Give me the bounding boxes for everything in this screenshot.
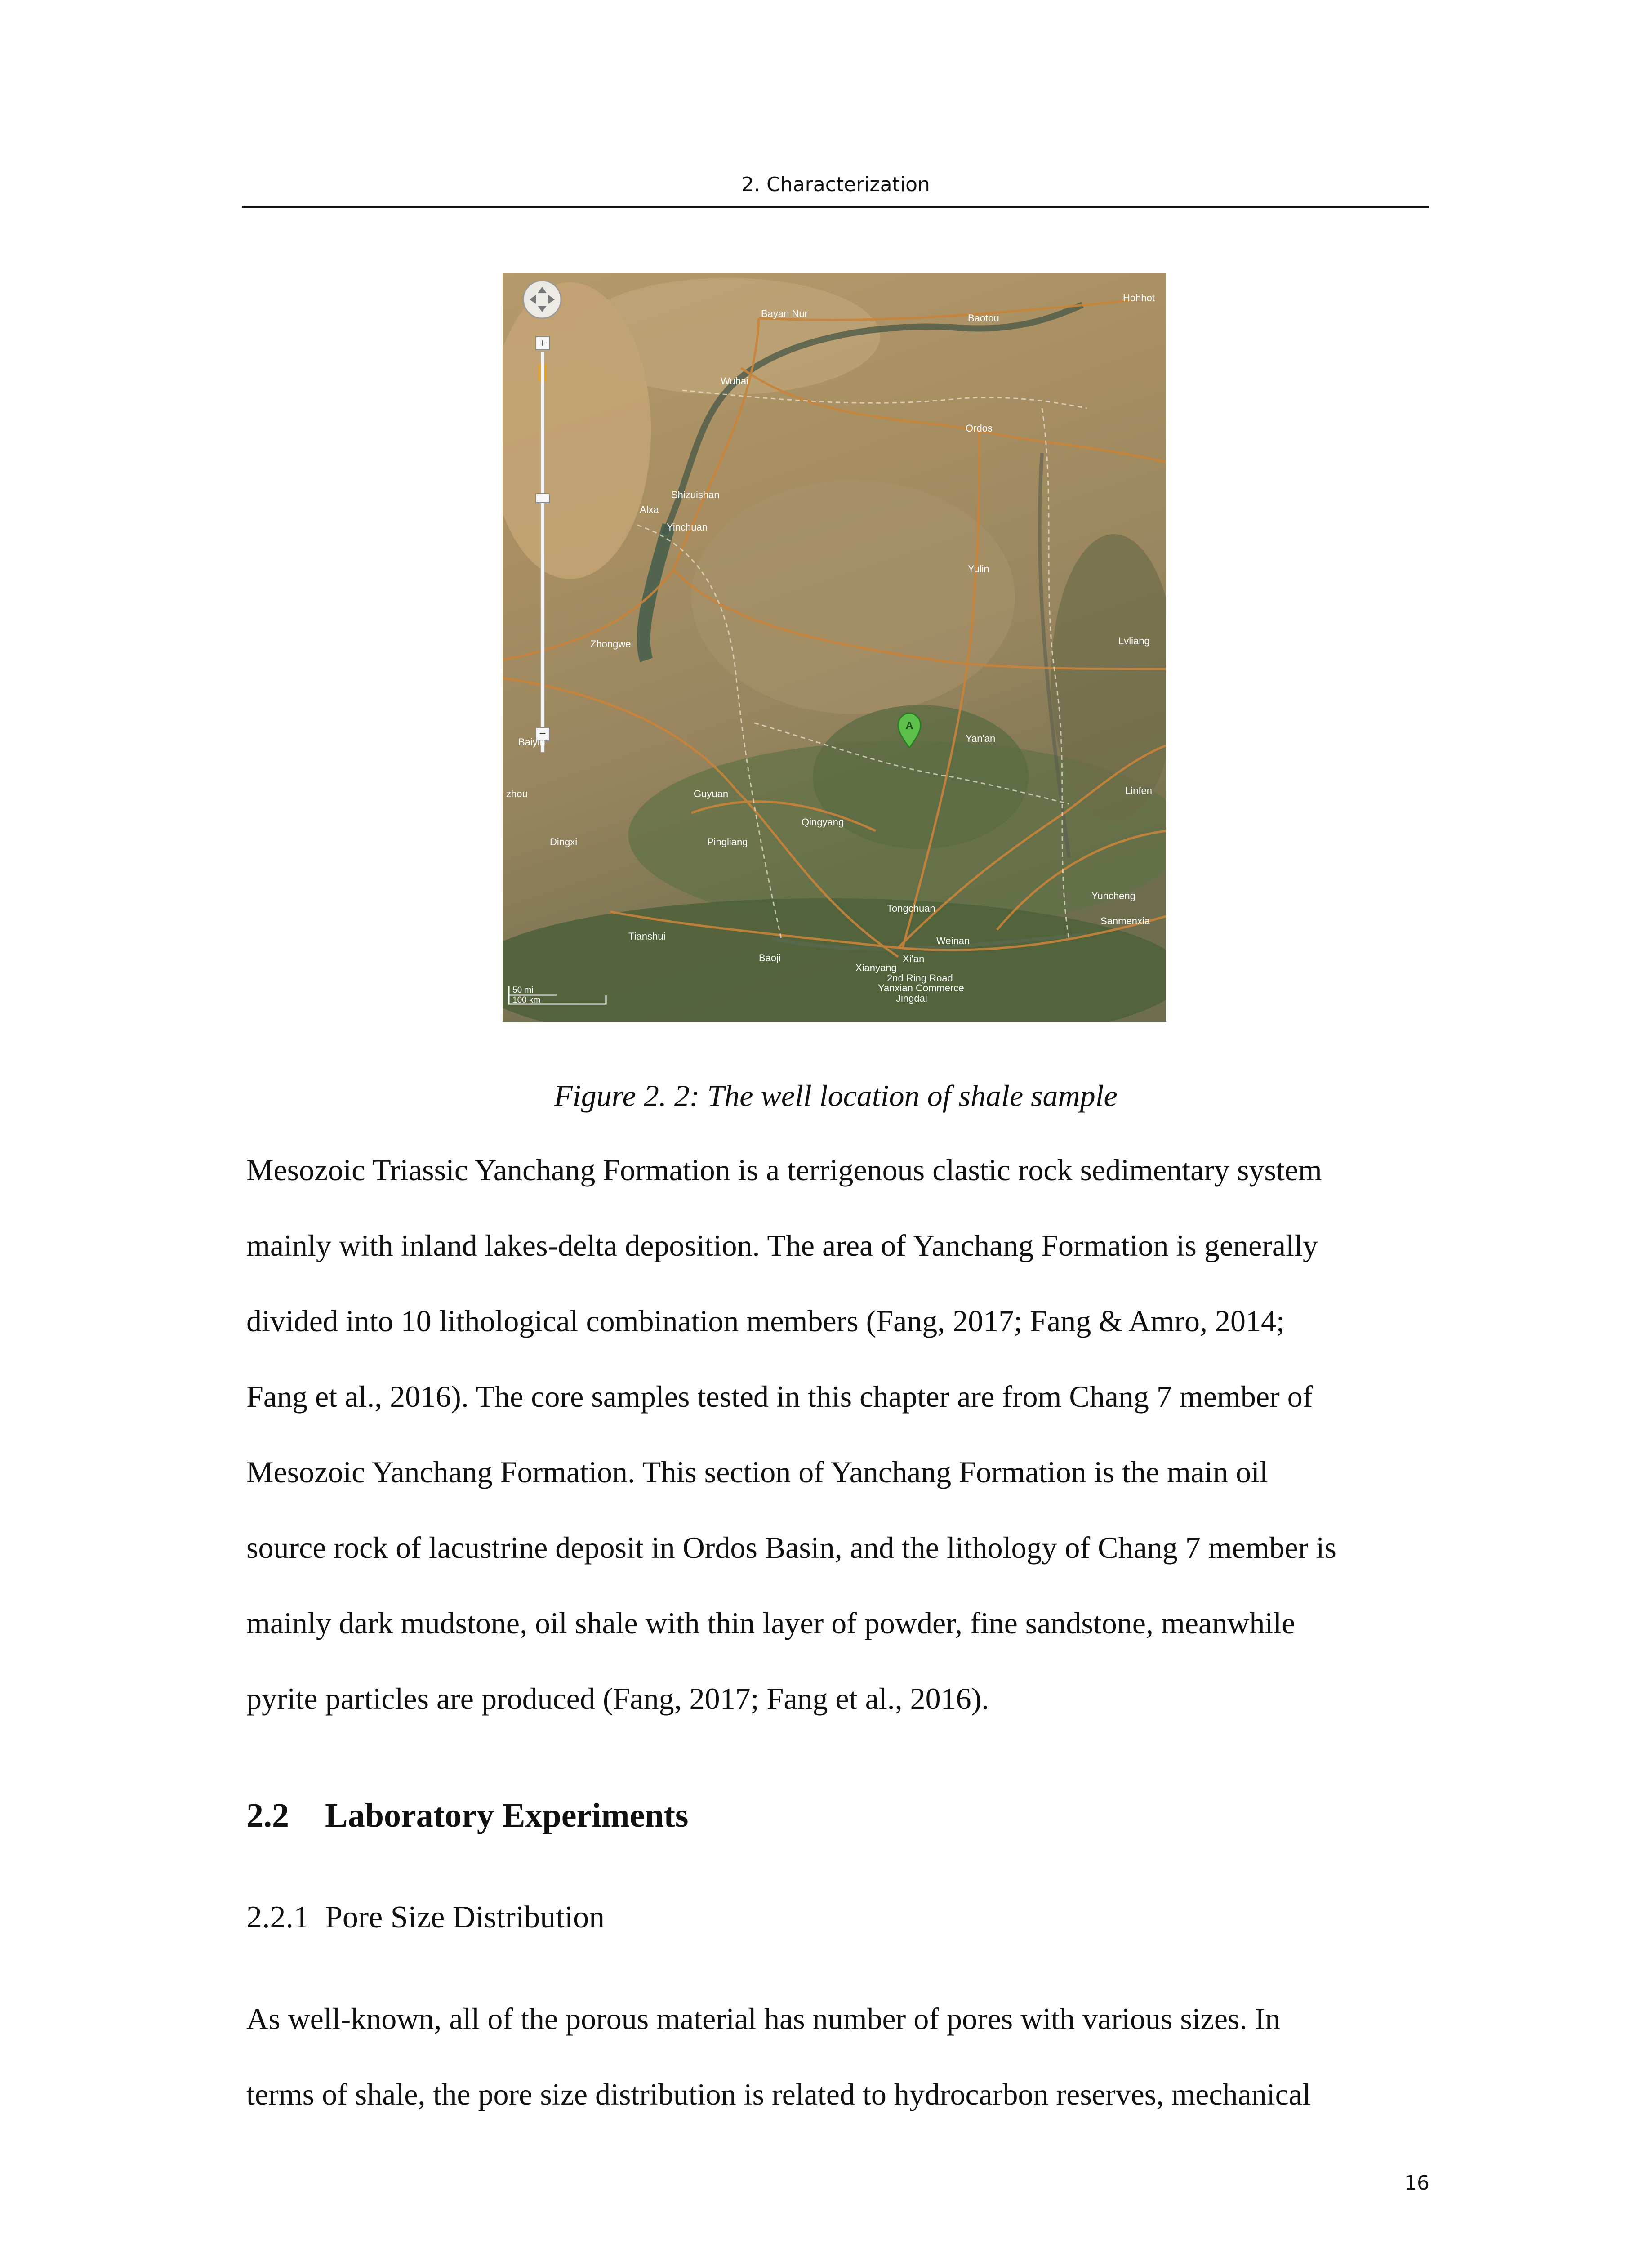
scale-miles: 50 mi	[512, 986, 534, 995]
place-label: Yan'an	[966, 733, 996, 744]
place-label: Wuhai	[721, 375, 748, 387]
paragraph-line: Fang et al., 2016). The core samples tested in this chapter are from Chang 7 member of	[246, 1379, 1313, 1414]
place-label: Alxa	[640, 504, 659, 515]
place-label: Dingxi	[550, 836, 578, 847]
section-number: 2.2	[246, 1797, 289, 1834]
zoom-slider-track[interactable]	[541, 352, 544, 752]
place-label: Linfen	[1125, 785, 1152, 796]
subsection-heading	[246, 1900, 605, 1936]
place-label: Sanmenxia	[1100, 915, 1150, 927]
place-label: Baiyin	[518, 736, 545, 748]
minus-icon: −	[539, 727, 546, 740]
page-number: 16	[1404, 2172, 1429, 2194]
place-label: Zhongwei	[590, 638, 633, 650]
figure-caption: Figure 2. 2: The well location of shale sample	[554, 1079, 1118, 1113]
place-label: Guyuan	[694, 788, 729, 799]
place-label: Ordos	[966, 423, 993, 434]
place-label: Baotou	[968, 312, 999, 324]
header-rule	[242, 206, 1429, 208]
plus-icon: +	[539, 337, 546, 349]
zoom-slider-handle[interactable]	[536, 494, 549, 503]
place-label: Pingliang	[707, 836, 748, 847]
place-label: Lvliang	[1118, 635, 1150, 647]
place-label: Bayan Nur	[761, 308, 808, 319]
subsection-title: Pore Size Distribution	[325, 1900, 605, 1935]
place-label: Yulin	[968, 563, 989, 575]
running-header: 2. Characterization	[741, 173, 930, 196]
paragraph-line: pyrite particles are produced (Fang, 2017; Fang et al., 2016).	[246, 1682, 989, 1716]
paragraph-line: terms of shale, the pore size distribution is related to hydrocarbon reserves, mechanical	[246, 2077, 1311, 2111]
paragraph-line: Mesozoic Yanchang Formation. This section of Yanchang Formation is the main oil	[246, 1455, 1268, 1489]
place-label: Yinchuan	[667, 522, 708, 533]
paragraph-line: divided into 10 lithological combination members (Fang, 2017; Fang & Amro, 2014;	[246, 1304, 1285, 1338]
place-label: Xi'an	[903, 953, 925, 964]
place-label: Tianshui	[628, 931, 666, 942]
paragraph-1	[246, 1132, 1433, 1736]
place-label: Yanxian Commerce	[878, 982, 964, 994]
place-label: Qingyang	[802, 816, 844, 828]
place-label: Jingdai	[896, 993, 927, 1004]
place-label: Yuncheng	[1091, 890, 1135, 901]
place-label: Hohhot	[1123, 292, 1155, 303]
paragraph-line: source rock of lacustrine deposit in Ordos Basin, and the lithology of Chang 7 member is	[246, 1530, 1336, 1565]
subsection-number: 2.2.1	[246, 1900, 309, 1935]
place-label: 2nd Ring Road	[887, 972, 953, 984]
pan-control[interactable]	[523, 281, 561, 318]
section-title: Laboratory Experiments	[325, 1797, 689, 1834]
section-heading	[246, 1796, 688, 1835]
scale-km: 100 km	[512, 995, 541, 1005]
place-label: Shizuishan	[671, 489, 720, 500]
paragraph-line: mainly with inland lakes-delta deposition. The area of Yanchang Formation is generally	[246, 1228, 1318, 1262]
marker-label: A	[905, 720, 913, 732]
place-label: Tongchuan	[887, 903, 935, 914]
paragraph-2	[246, 1981, 1433, 2132]
paragraph-line: mainly dark mudstone, oil shale with thin layer of powder, fine sandstone, meanwhile	[246, 1606, 1296, 1640]
satellite-map	[503, 273, 1166, 1022]
place-label: Weinan	[936, 935, 970, 946]
place-label: Baoji	[759, 952, 781, 963]
paragraph-line: Mesozoic Triassic Yanchang Formation is a terrigenous clastic rock sedimentary system	[246, 1153, 1322, 1187]
plateau-area	[691, 480, 1015, 714]
figure-map	[503, 273, 1166, 1022]
place-label: Xianyang	[855, 962, 897, 973]
paragraph-line: As well-known, all of the porous material has number of pores with various sizes. In	[246, 2002, 1281, 2036]
place-label: zhou	[506, 788, 528, 799]
